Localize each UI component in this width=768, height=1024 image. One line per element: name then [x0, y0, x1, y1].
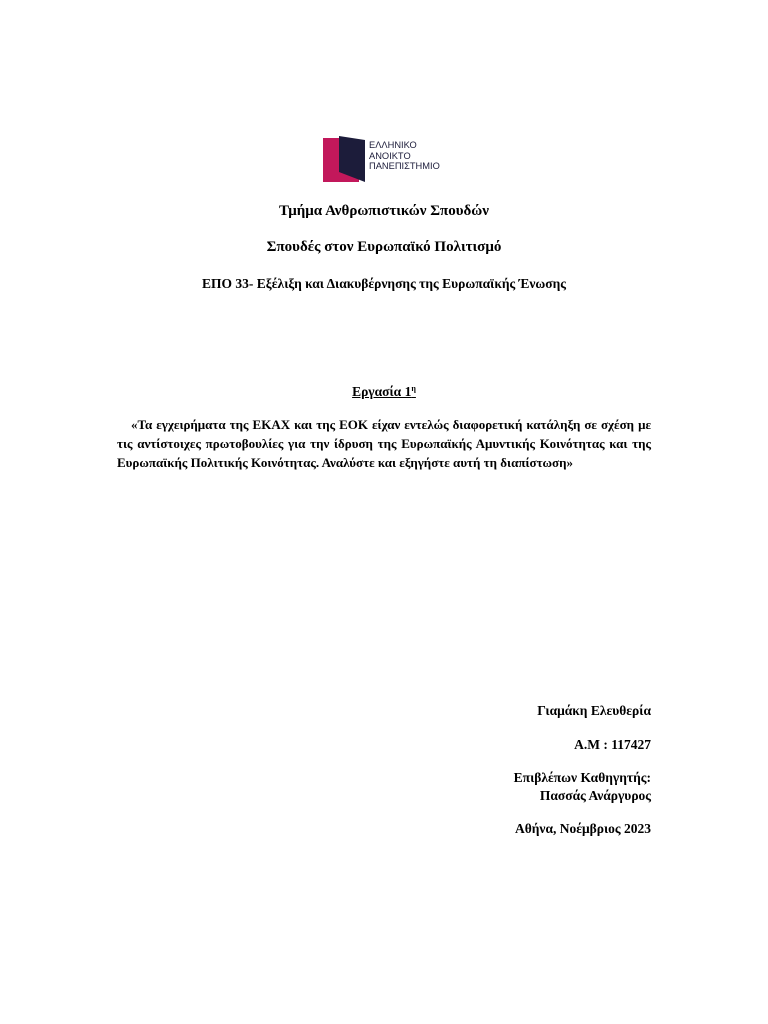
supervisor-label: Επιβλέπων Καθηγητής: — [513, 770, 651, 785]
logo-line-2: ΑΝΟΙΚΤΟ — [369, 150, 411, 161]
logo-line-1: ΕΛΛΗΝΙΚΟ — [369, 140, 417, 150]
assignment-title-text: Εργασία 1 — [352, 384, 412, 399]
author-name: Γιαμάκη Ελευθερία — [537, 703, 651, 718]
university-logo — [323, 136, 448, 184]
assignment-heading — [0, 384, 768, 400]
logo-text — [369, 140, 440, 172]
assignment-topic: «Τα εγχειρήματα της ΕΚΑΧ και της ΕΟΚ είχαν εντελώς διαφορετική κατάληξη σε σχέση με τις αντίστοιχες πρωτοβουλίες για την ίδρυση της Ευρωπαϊκής Αμυντικής Κοινότητας και της Ευρωπαϊκής Πολιτικής Κοινότητας. Αναλύστε και εξηγήστε αυτή τη διαπίστωση» — [117, 417, 651, 470]
assignment-superscript: η — [411, 384, 416, 393]
place-date: Αθήνα, Νοέμβριος 2023 — [514, 821, 651, 836]
department-title: Τμήμα Ανθρωπιστικών Σπουδών — [279, 203, 489, 219]
course-title: ΕΠΟ 33- Εξέλιξη και Διακυβέρνησης της Ευρωπαϊκής Ένωσης — [202, 276, 566, 291]
supervisor-name: Πασσάς Ανάργυρος — [539, 788, 651, 803]
logo-line-3: ΠΑΝΕΠΙΣΤΗΜΙΟ — [369, 161, 440, 172]
student-id: Α.Μ : 117427 — [574, 737, 651, 752]
assignment-title — [352, 384, 416, 399]
program-title: Σπουδές στον Ευρωπαϊκό Πολιτισμό — [266, 239, 502, 255]
